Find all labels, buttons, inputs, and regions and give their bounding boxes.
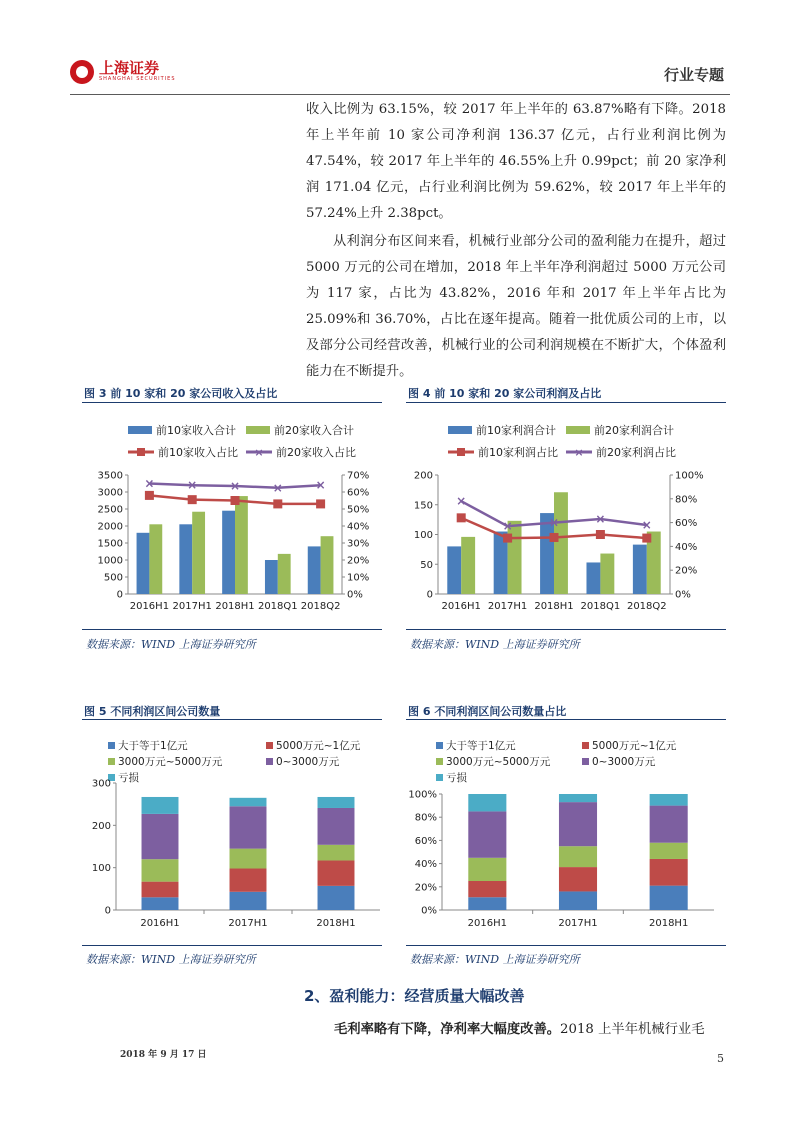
fig4-xtick-label-1: 2017H1 [487,601,528,612]
fig6-legend-swatch-1 [582,742,589,749]
fig5-bar-4-0 [142,797,179,814]
fig4-legend-label-line-1: 前20家利润占比 [596,446,676,459]
fig5-legend-swatch-0 [108,742,115,749]
fig4-y2tick-label-5: 100% [675,470,704,482]
fig3-point-1-3: × [272,480,283,495]
fig3-top-rule [82,402,382,403]
fig6-legend-swatch-3 [582,758,589,765]
fig3-bar-1-3 [278,554,291,594]
fig4-y2tick-label-2: 40% [675,541,698,553]
fig6-bar-1-1 [559,867,597,891]
fig3-title: 图 3 前 10 家和 20 家公司收入及占比 [84,387,278,400]
fig4-bar-1-0 [461,537,475,594]
fig6-legend-swatch-0 [436,742,443,749]
fig3-ytick-label-7: 3500 [97,470,123,482]
fig5-bar-0-1 [230,892,267,910]
fig3-y2tick-label-4: 40% [347,521,370,533]
fig5-legend-swatch-1 [266,742,273,749]
fig6-bar-0-0 [468,897,506,910]
company-logo [70,60,176,84]
fig6-bar-2-0 [468,858,506,881]
fig3-legend-label-0: 前10家收入合计 [156,424,236,437]
fig5-ytick-label-0: 0 [104,905,111,917]
fig5-bar-3-0 [142,814,179,859]
fig5-legend-label-4: 亏损 [118,772,139,784]
fig3-legend-swatch-1 [246,426,270,434]
paragraph-2-text: 从利润分布区间来看，机械行业部分公司的盈利能力在提升，超过 5000 万元的公司在增加，2018 年上半年净利润超过 5000 万元公司为 117 家，占比为 43.82%，2016 年和 2017 年上半年占比为 25.09%和 36.70%，占比在逐年提高。随着一批优质公司的上市，以及部分公司经营改善，机械行业的公司利润规模在不断扩大，个体盈利能力在不断提升。 [306,234,726,379]
fig3-source: 数据来源：WIND 上海证券研究所 [86,638,256,651]
fig3-ytick-label-6: 3000 [97,487,123,499]
fig6-legend-label-0: 大于等于1亿元 [446,740,516,752]
fig5-bar-2-2 [318,845,355,861]
fig4-point-0-0 [457,513,466,522]
fig3-point-0-4 [316,499,325,508]
fig3-legend-label-1: 前20家收入合计 [274,424,354,437]
fig3-bar-1-4 [321,536,334,594]
fig6-legend-label-3: 0~3000万元 [592,756,656,768]
fig4-y2tick-label-3: 60% [675,518,698,530]
fig6-bar-2-1 [559,846,597,867]
fig4-point-1-0: × [456,494,467,509]
fig3-bar-0-2 [222,511,235,594]
fig6-ytick-label-3: 60% [414,835,437,847]
fig3-point-0-3 [273,499,282,508]
paragraph-1 [306,97,726,227]
fig5-bar-3-1 [230,806,267,848]
fig4-top-rule [406,402,726,403]
fig6-bar-2-2 [650,843,688,859]
fig5-bar-1-1 [230,869,267,892]
fig3-bar-0-3 [265,560,278,594]
fig6-source: 数据来源：WIND 上海证券研究所 [410,953,580,966]
fig3-legend-swatch-0 [128,426,152,434]
paragraph-1-text: 收入比例为 63.15%，较 2017 年上半年的 63.87%略有下降。2018 年上半年前 10 家公司净利润 136.37 亿元，占行业利润比例为 47.54%，较 2017 年上半年的 46.55%上升 0.99pct；前 20 家净利润 171.04 亿元，占行业利润比例为 59.62%，较 2017 年上半年的 57.24%上升 2.38pct。 [306,102,726,221]
fig6-bar-3-1 [559,802,597,846]
fig5-source: 数据来源：WIND 上海证券研究所 [86,953,256,966]
fig3-ytick-label-2: 1000 [97,555,123,567]
fig6-bar-3-2 [650,806,688,843]
fig6-xtick-label-1: 2017H1 [558,918,598,929]
fig4-point-1-3: × [595,512,606,527]
fig3-bar-1-1 [192,512,205,594]
fig5-xtick-label-2: 2018H1 [316,918,356,929]
fig6-top-rule [406,719,726,720]
fig6-ytick-label-2: 40% [414,859,437,871]
fig5-legend-swatch-2 [108,758,115,765]
fig3-y2tick-label-6: 60% [347,487,370,499]
fig4-bar-0-3 [586,562,600,594]
fig3-y2tick-label-2: 20% [347,555,370,567]
bottom-paragraph [334,1018,726,1037]
bottom-bold-lead: 毛利率略有下降，净利率大幅度改善。 [334,1022,561,1037]
fig6-bar-4-0 [468,794,506,811]
fig5-bar-0-2 [318,886,355,910]
fig3-point-1-2: × [229,479,241,494]
fig6-legend-label-4: 亏损 [446,772,467,784]
fig6-bottom-rule [406,945,726,946]
fig3-point-0-2 [231,496,240,505]
fig6-ytick-label-1: 20% [414,882,437,894]
fig5-ytick-label-3: 300 [91,778,111,790]
fig6-xtick-label-0: 2016H1 [467,918,508,929]
fig4-point-1-2: × [548,515,560,530]
fig6-chart [404,728,728,940]
fig4-point-0-1 [503,534,512,543]
fig4-legend-label-0: 前10家利润合计 [476,424,556,437]
fig6-bar-1-0 [468,881,506,897]
logo-subtext: SHANGHAI SECURITIES [99,76,176,82]
fig3-bar-1-2 [235,496,248,594]
fig4-xtick-label-4: 2018Q2 [626,601,667,612]
fig3-bar-0-4 [308,546,321,594]
fig4-xtick-label-0: 2016H1 [441,601,481,612]
fig6-ytick-label-4: 80% [414,812,437,824]
fig3-bar-0-0 [137,533,150,594]
fig4-bar-0-4 [633,545,647,594]
fig6-legend-label-1: 5000万元~1亿元 [592,740,677,752]
fig4-y2tick-label-0: 0% [675,589,691,601]
fig4-legend-swatch-1 [566,426,590,434]
fig6-xtick-label-2: 2018H1 [648,918,689,929]
fig4-point-0-2 [550,533,559,542]
fig6-bar-0-2 [650,886,688,910]
fig5-top-rule [82,719,382,720]
fig3-xtick-label-3: 2018Q1 [257,601,298,612]
page-number: 5 [717,1052,724,1065]
fig4-ytick-label-3: 150 [413,500,433,512]
paragraph-2 [306,229,726,385]
fig6-legend-label-2: 3000万元~5000万元 [446,756,551,768]
fig6-title: 图 6 不同利润区间公司数量占比 [408,705,567,718]
fig4-point-0-3 [596,530,605,539]
fig4-chart [404,410,728,625]
fig3-y2tick-label-0: 0% [347,589,363,601]
fig4-ytick-label-0: 0 [426,589,433,601]
fig5-bar-1-0 [142,882,179,898]
bottom-rest: 2018 上半年机械行业毛 [560,1022,705,1037]
fig3-ytick-label-0: 0 [116,589,123,601]
fig3-point-1-0: × [144,476,155,491]
fig3-bar-1-0 [149,524,162,594]
fig5-bar-0-0 [142,897,179,910]
fig5-bar-2-0 [142,859,179,881]
fig5-ytick-label-1: 100 [91,863,111,875]
fig4-bottom-rule [406,629,726,630]
fig5-legend-label-0: 大于等于1亿元 [118,740,188,752]
fig3-legend-label-line-1: 前20家收入占比 [276,446,356,459]
footer-date: 2018 年 9 月 17 日 [120,1050,207,1060]
fig3-point-0-0 [145,491,154,500]
fig3-chart [82,410,388,625]
fig5-bar-1-2 [318,860,355,885]
fig3-legend-marker-0 [137,448,145,456]
fig5-ytick-label-2: 200 [91,820,111,832]
fig5-title: 图 5 不同利润区间公司数量 [84,705,221,718]
fig5-bar-2-1 [230,849,267,869]
fig3-ytick-label-4: 2000 [97,521,123,533]
fig4-bar-1-2 [554,492,568,594]
fig3-point-1-1: × [187,478,198,493]
fig5-legend-label-1: 5000万元~1亿元 [276,740,361,752]
fig6-legend-swatch-2 [436,758,443,765]
fig4-point-1-4: × [641,517,652,532]
fig4-ytick-label-4: 200 [413,470,433,482]
fig5-bar-3-2 [318,808,355,845]
fig3-legend-marker-1: × [254,446,264,459]
fig3-point-1-4: × [315,478,326,493]
fig5-xtick-label-0: 2016H1 [140,918,180,929]
fig5-bottom-rule [82,945,382,946]
fig6-bar-1-2 [650,859,688,886]
fig3-y2tick-label-1: 10% [347,572,370,584]
fig4-point-0-4 [642,534,651,543]
fig3-y2tick-label-3: 30% [347,538,370,550]
fig3-xtick-label-0: 2016H1 [129,601,170,612]
fig4-legend-label-1: 前20家利润合计 [594,424,674,437]
fig4-xtick-label-2: 2018H1 [534,601,574,612]
fig3-xtick-label-2: 2018H1 [215,601,255,612]
fig4-title: 图 4 前 10 家和 20 家公司利润及占比 [408,387,602,400]
fig6-legend-swatch-4 [436,774,443,781]
fig4-xtick-label-3: 2018Q1 [580,601,621,612]
fig3-xtick-label-1: 2017H1 [172,601,212,612]
fig4-y2tick-label-1: 20% [675,565,698,577]
section-title: 2、盈利能力：经营质量大幅改善 [304,987,525,1005]
header-title: 行业专题 [663,66,724,84]
fig5-xtick-label-1: 2017H1 [228,918,268,929]
fig3-ytick-label-1: 500 [103,572,123,584]
fig3-y2tick-label-7: 70% [347,470,370,482]
fig4-y2tick-label-4: 80% [675,494,698,506]
fig3-ytick-label-5: 2500 [97,504,123,516]
fig5-legend-label-3: 0~3000万元 [276,756,340,768]
fig6-ytick-label-5: 100% [408,789,437,801]
fig3-ytick-label-3: 1500 [97,538,123,550]
fig3-legend-label-line-0: 前10家收入占比 [158,446,238,459]
fig3-bottom-rule [82,629,382,630]
fig4-legend-swatch-0 [448,426,472,434]
fig5-chart [82,728,388,940]
fig6-bar-3-0 [468,811,506,857]
fig5-legend-label-2: 3000万元~5000万元 [118,756,223,768]
fig4-point-1-1: × [502,519,513,534]
fig3-point-0-1 [188,495,197,504]
fig5-legend-swatch-3 [266,758,273,765]
fig4-legend-marker-1: × [574,446,584,459]
fig4-legend-marker-0 [457,448,465,456]
page-header [70,52,730,95]
fig3-bar-0-1 [179,524,192,594]
fig3-y2tick-label-5: 50% [347,504,370,516]
fig6-bar-4-1 [559,794,597,802]
logo-text: 上海证券 [99,59,160,77]
fig4-bar-1-3 [600,554,614,594]
fig4-ytick-label-2: 100 [413,530,433,541]
fig5-bar-4-1 [230,798,267,806]
logo-emblem-icon [70,60,94,84]
fig3-xtick-label-4: 2018Q2 [300,601,341,612]
fig6-bar-4-2 [650,794,688,806]
fig6-ytick-label-0: 0% [421,905,437,917]
fig4-legend-label-line-0: 前10家利润占比 [478,446,558,459]
fig5-bar-4-2 [318,797,355,808]
fig4-ytick-label-1: 50 [420,559,433,571]
fig4-bar-0-0 [447,546,461,594]
fig6-bar-0-1 [559,891,597,910]
fig4-source: 数据来源：WIND 上海证券研究所 [410,638,580,651]
